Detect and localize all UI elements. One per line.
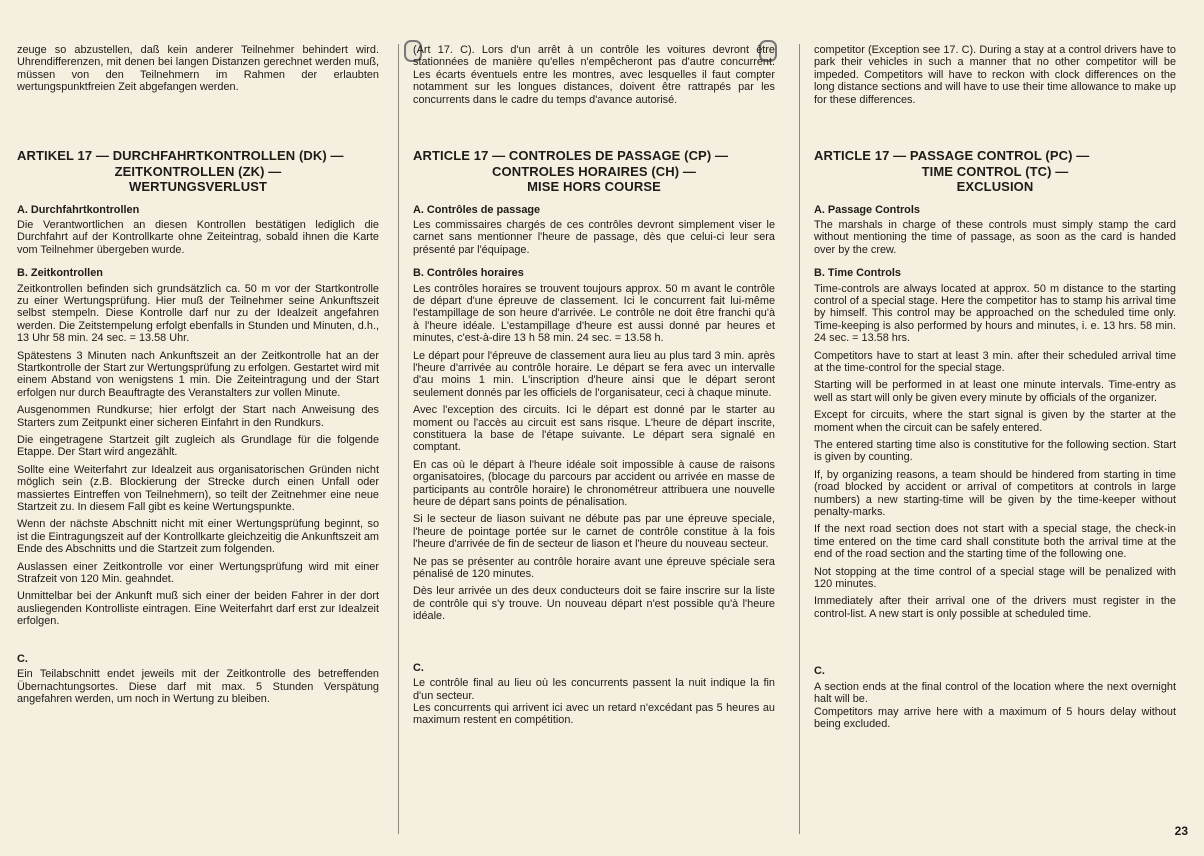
paragraph: Ne pas se présenter au contrôle horaire avant une épreuve spéciale sera pénalisé de 120 minutes. bbox=[413, 555, 775, 581]
paragraph: A section ends at the final control of the location where the next overnight halt will be. bbox=[814, 680, 1176, 706]
column-divider bbox=[398, 44, 399, 834]
paragraph: Not stopping at the time control of a special stage will be penalized with 120 minutes. bbox=[814, 565, 1176, 591]
intro-paragraph: competitor (Exception see 17. C). During a stay at a control drivers have to park their vehicles in such a manner that no other competitor will be impeded. Competitors will have to reckon with clock differences on the long distance sections and will have to use their time allowance to make up for these differences. bbox=[814, 44, 1177, 106]
paragraph: Si le secteur de liason suivant ne débute pas par une épreuve speciale, l'heure de pointage portée sur le carnet de contrôle constitue à la fois l'heure d'arrivée de fin de secteur de liason et l'heure du nouveau secteur. bbox=[413, 513, 775, 551]
title-line: MISE HORS COURSE bbox=[527, 179, 661, 194]
paragraph: Except for circuits, where the start signal is given by the starter at the moment when the circuit can be safely entered. bbox=[814, 409, 1176, 434]
section-heading: A. Durchfahrtkontrollen bbox=[17, 203, 140, 216]
german-column bbox=[17, 44, 379, 834]
title-line: EXCLUSION bbox=[956, 179, 1034, 194]
title-line: ARTICLE 17 — CONTROLES DE PASSAGE (CP) — bbox=[413, 148, 729, 163]
column-divider bbox=[799, 44, 800, 834]
article-title bbox=[17, 148, 379, 195]
section-heading: A. Contrôles de passage bbox=[413, 203, 541, 216]
english-column bbox=[814, 44, 1176, 834]
title-line: ARTICLE 17 — PASSAGE CONTROL (PC) — bbox=[814, 148, 1090, 163]
paragraph: Ein Teilabschnitt endet jeweils mit der Zeitkontrolle des betreffenden Übernachtungsortes. Diese darf mit max. 5 Stunden Verspätung angefahren werden, um noch in Wertung zu bleiben. bbox=[17, 668, 379, 705]
paragraph: Starting will be performed in at least one minute intervals. Time-entry as well as start will only be given every minute by officials of the organizer. bbox=[814, 379, 1176, 404]
paragraph: Spätestens 3 Minuten nach Ankunftszeit an der Zeitkontrolle hat an der Startkontrolle der Start zur Wertungsprüfung zu erfolgen. Gestartet wird mit einem Abstand von wenigstens 1 min. Die Zeiteintragung und der Start erfolgen nur durch Beauftragte des Veranstalters zur vollen Minute. bbox=[17, 349, 379, 399]
paragraph: If, by organizing reasons, a team should be hindered from starting in time (road blocked by accident or arrival of competitors at controls in large numbers) a new starting-time will be given by the time-keeper without penalty-marks. bbox=[814, 468, 1176, 519]
paragraph: Sollte eine Weiterfahrt zur Idealzeit aus organisatorischen Gründen nicht möglich sein (z.B. Blockierung der Strecke durch einen Unfall oder massiertes Eintreffen von Teilnehmern), so teilt der Zeitnehmer eine neue Startzeit zu. In diesem Fall gibt es keine Wertungspunkte. bbox=[17, 463, 379, 514]
section-heading: A. Passage Controls bbox=[814, 203, 920, 216]
paragraph: Avec l'exception des circuits. Ici le départ est donné par le starter au moment ou l'accès au circuit est sans risque. L'heure de départ inscrite, constituera la base de l'étape suivante. Le départ sera signalé en comptant. bbox=[413, 404, 775, 454]
paragraph: Ausgenommen Rundkurse; hier erfolgt der Start nach Anweisung des Starters zum Zeitpunkt einer sicheren Einfahrt in den Rundkurs. bbox=[17, 404, 379, 429]
paragraph: Les concurrents qui arrivent ici avec un retard n'excédant pas 5 heures au maximum restent en compétition. bbox=[413, 701, 775, 727]
section-heading: C. bbox=[413, 661, 424, 674]
french-column bbox=[413, 44, 775, 834]
section-heading: C. bbox=[17, 652, 28, 665]
intro-paragraph: zeuge so abzustellen, daß kein anderer Teilnehmer behindert wird. Uhrendifferenzen, mit denen bei langen Distanzen gerechnet werden muß, müssen von den Teilnehmern im Rahmen der erlaubten wertungspunktfreien Zeit abgefangen werden. bbox=[17, 44, 379, 94]
paragraph: The entered starting time also is constitutive for the following section. Start is given by counting. bbox=[814, 439, 1176, 464]
paragraph: Competitors have to start at least 3 min. after their scheduled arrival time at the time-control for the special stage. bbox=[814, 349, 1176, 374]
paragraph: Les contrôles horaires se trouvent toujours approx. 50 m avant le contrôle de départ d'une épreuve de classement. Ici le concurrent fait lui-même l'estampillage de son heure d'arrivée. Le contrôle ne doit être franchi qu'à à l'heure idéale. L'estampillage d'heure est aussi donné par heures et minutes, c'est-à-dire 13 h 58 min. 24 sec. = 13.58 h. bbox=[413, 282, 775, 345]
section-heading: C. bbox=[814, 665, 825, 678]
paragraph: Le contrôle final au lieu où les concurrents passent la nuit indique la fin d'un secteur. bbox=[413, 677, 775, 702]
paragraph: Unmittelbar bei der Ankunft muß sich einer der beiden Fahrer in der dort ausliegenden Kontrolliste eintragen. Eine Weiterfahrt darf erst zur Idealzeit erfolgen. bbox=[17, 590, 379, 628]
section-heading: B. Time Controls bbox=[814, 267, 901, 280]
paragraph: Wenn der nächste Abschnitt nicht mit einer Wertungsprüfung beginnt, so ist die Eintragungszeit auf der Kontrollkarte gleichzeitig die Ankunftszeit am Ende des Abschnitts und die Startzeit zum folgenden. bbox=[17, 518, 380, 556]
paragraph: En cas où le départ à l'heure idéale soit impossible à cause de raisons organisatoires, (blocage du parcours par accident ou arrivée en masse de participants au contrôle horaire) le chronométreur attribuera une nouvelle heure de départ sans points de pénalisation. bbox=[413, 458, 775, 509]
title-line: TIME CONTROL (TC) — bbox=[921, 163, 1069, 179]
article-title bbox=[814, 148, 1176, 195]
paragraph: Zeitkontrollen befinden sich grundsätzlich ca. 50 m vor der Startkontrolle zu einer Wertungsprüfung. Hier muß der Teilnehmer seine Ankunftszeit selbst stempeln. Diese Kontrolle darf nur zu der Idealzeit angefahren werden. Die Zeitstempelung erfolgt ebenfalls in Stunden und Minuten, d.h., 13 Uhr 58 min. 24 sec. = 13.58 Uhr. bbox=[17, 282, 379, 345]
title-line: CONTROLES HORAIRES (CH) — bbox=[492, 163, 696, 179]
section-heading: B. Zeitkontrollen bbox=[17, 267, 103, 280]
section-heading: B. Contrôles horaires bbox=[413, 267, 524, 280]
paragraph: Le départ pour l'épreuve de classement aura lieu au plus tard 3 min. après l'heure d'arrivée au contrôle horaire. Le départ se fera avec un intervalle d'au moins 1 min. L'inscription d'heure ainsi que le départ seront seulement donnés par les officiels de l'organisateur, ceci à chaque minute. bbox=[413, 349, 775, 399]
paragraph: Die eingetragene Startzeit gilt zugleich als Grundlage für die folgende Etappe. Der Start wird angezählt. bbox=[17, 434, 379, 459]
paragraph: Immediately after their arrival one of the drivers must register in the control-list. A new start is only possible at scheduled time. bbox=[814, 595, 1176, 620]
paragraph: Auslassen einer Zeitkontrolle vor einer Wertungsprüfung wird mit einer Strafzeit von 120 Min. geahndet. bbox=[17, 560, 379, 586]
title-line: WERTUNGSVERLUST bbox=[129, 179, 267, 194]
paragraph: The marshals in charge of these controls must simply stamp the card without mentioning the time of passage, as soon as the card is handed over by the crew. bbox=[814, 218, 1176, 256]
paragraph: Dès leur arrivée un des deux conducteurs doit se faire inscrire sur la liste de contrôle qui s'y trouve. Un nouveau départ n'est possible qu'à l'heure idéale. bbox=[413, 585, 775, 623]
title-line: ZEITKONTROLLEN (ZK) — bbox=[114, 163, 282, 179]
intro-paragraph: (Art 17. C). Lors d'un arrêt à un contrôle les voitures devront être stationnées de manière qu'elles n'empêcheront pas d'autre concurrent. Les écarts éventuels entre les montres, avec lesquelles il faut compter notamment sur les longues distances, doivent être rattrapés par les concurrents dans le cadre du temps d'avance autorisé. bbox=[413, 44, 775, 106]
paragraph: If the next road section does not start with a special stage, the check-in time entered on the time card shall constitute both the arrival time at the end of the road section and the starting time of the following one. bbox=[814, 523, 1176, 561]
paragraph: Time-controls are always located at approx. 50 m distance to the starting control of a special stage. Here the competitor has to stamp his arrival time by himself. This control may be approached on the scheduled time only. Time-keeping is also performed by hours and minutes, i. e. 13 hrs. 58 min. 24 sec. = 13.58 hrs. bbox=[814, 282, 1176, 345]
title-line: ARTIKEL 17 — DURCHFAHRTKONTROLLEN (DK) — bbox=[17, 148, 344, 163]
paragraph: Les commissaires chargés de ces contrôles devront simplement viser le carnet sans mentionner l'heure de passage, dès que celui-ci leur sera présenté par l'équipage. bbox=[413, 218, 775, 256]
page-number: 23 bbox=[1174, 824, 1188, 838]
paragraph: Die Verantwortlichen an diesen Kontrollen bestätigen lediglich die Durchfahrt auf der Kontrollkarte ohne Zeiteintrag, sobald ihnen die Karte vom Teilnehmer übergeben wurde. bbox=[17, 218, 379, 256]
paragraph: Competitors may arrive here with a maximum of 5 hours delay without being excluded. bbox=[814, 705, 1176, 730]
article-title bbox=[413, 148, 775, 195]
